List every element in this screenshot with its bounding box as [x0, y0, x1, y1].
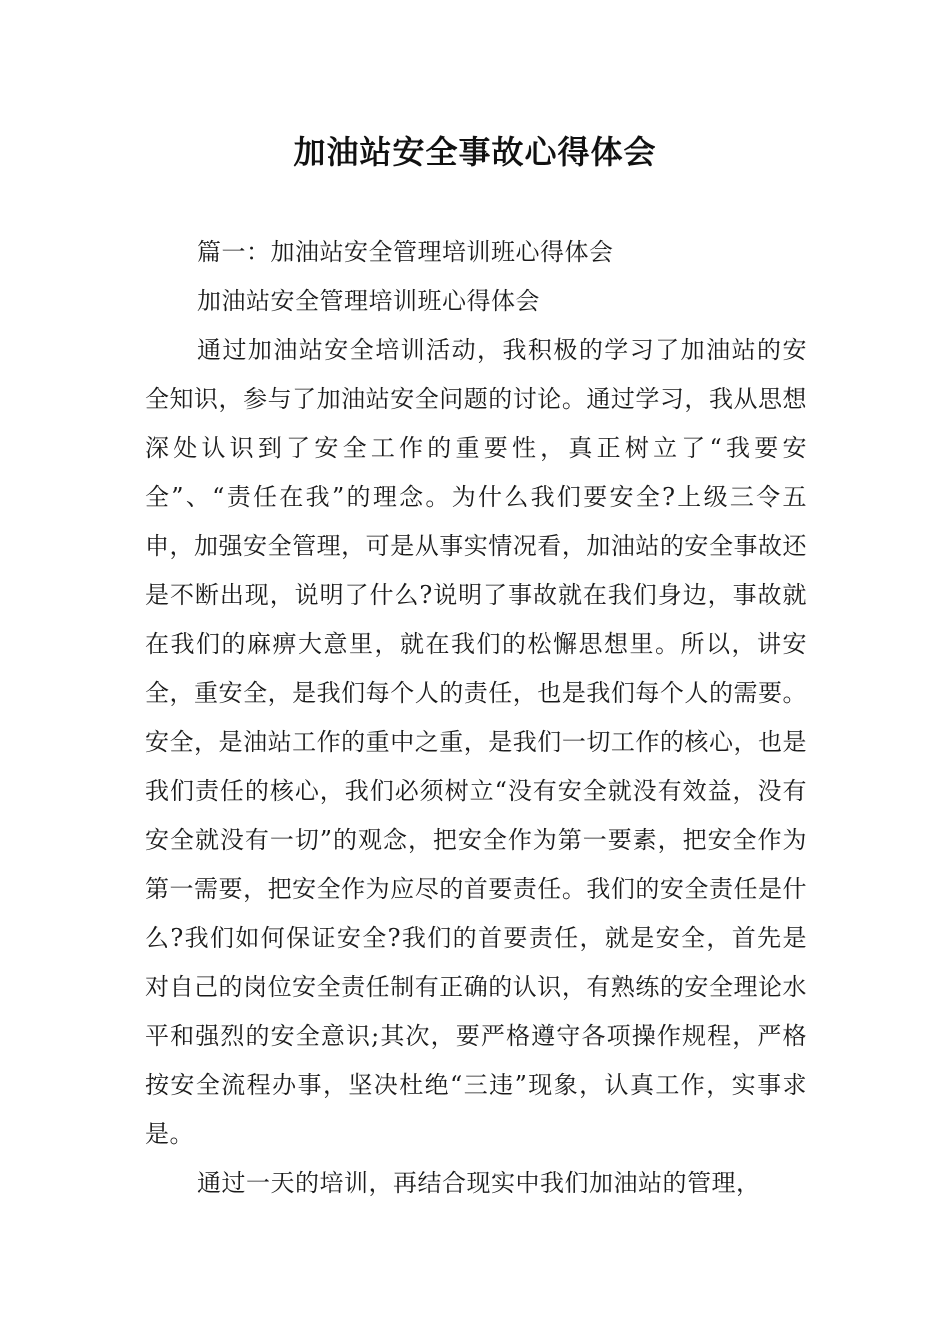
body-paragraph-1: 通过加油站安全培训活动，我积极的学习了加油站的安全知识，参与了加油站安全问题的讨论。通过学习，我从思想深处认识到了安全工作的重要性，真正树立了“我要安全”、“责任在我”的理念。为什么我们要安全?上级三令五申，加强安全管理，可是从事实情况看，加油站的安全事故还是不断出现，说明了什么?说明了事故就在我们身边，事故就在我们的麻痹大意里，就在我们的松懈思想里。所以，讲安全，重安全，是我们每个人的责任，也是我们每个人的需要。安全，是油站工作的重中之重，是我们一切工作的核心，也是我们责任的核心，我们必须树立“没有安全就没有效益，没有安全就没有一切”的观念，把安全作为第一要素，把安全作为第一需要，把安全作为应尽的首要责任。我们的安全责任是什么?我们如何保证安全?我们的首要责任，就是安全，首先是对自己的岗位安全责任制有正确的认识，有熟练的安全理论水平和强烈的安全意识;其次，要严格遵守各项操作规程，严格按安全流程办事，坚决杜绝“三违”现象，认真工作，实事求是。: [145, 336, 807, 1148]
document-title: 加油站安全事故心得体会: [293, 133, 657, 171]
body-paragraph-2: 通过一天的培训，再结合现实中我们加油站的管理，: [197, 1169, 761, 1197]
section-heading: 篇一：加油站安全管理培训班心得体会: [197, 238, 614, 266]
document-body: [145, 228, 807, 1208]
section-subtitle: 加油站安全管理培训班心得体会: [197, 287, 540, 315]
